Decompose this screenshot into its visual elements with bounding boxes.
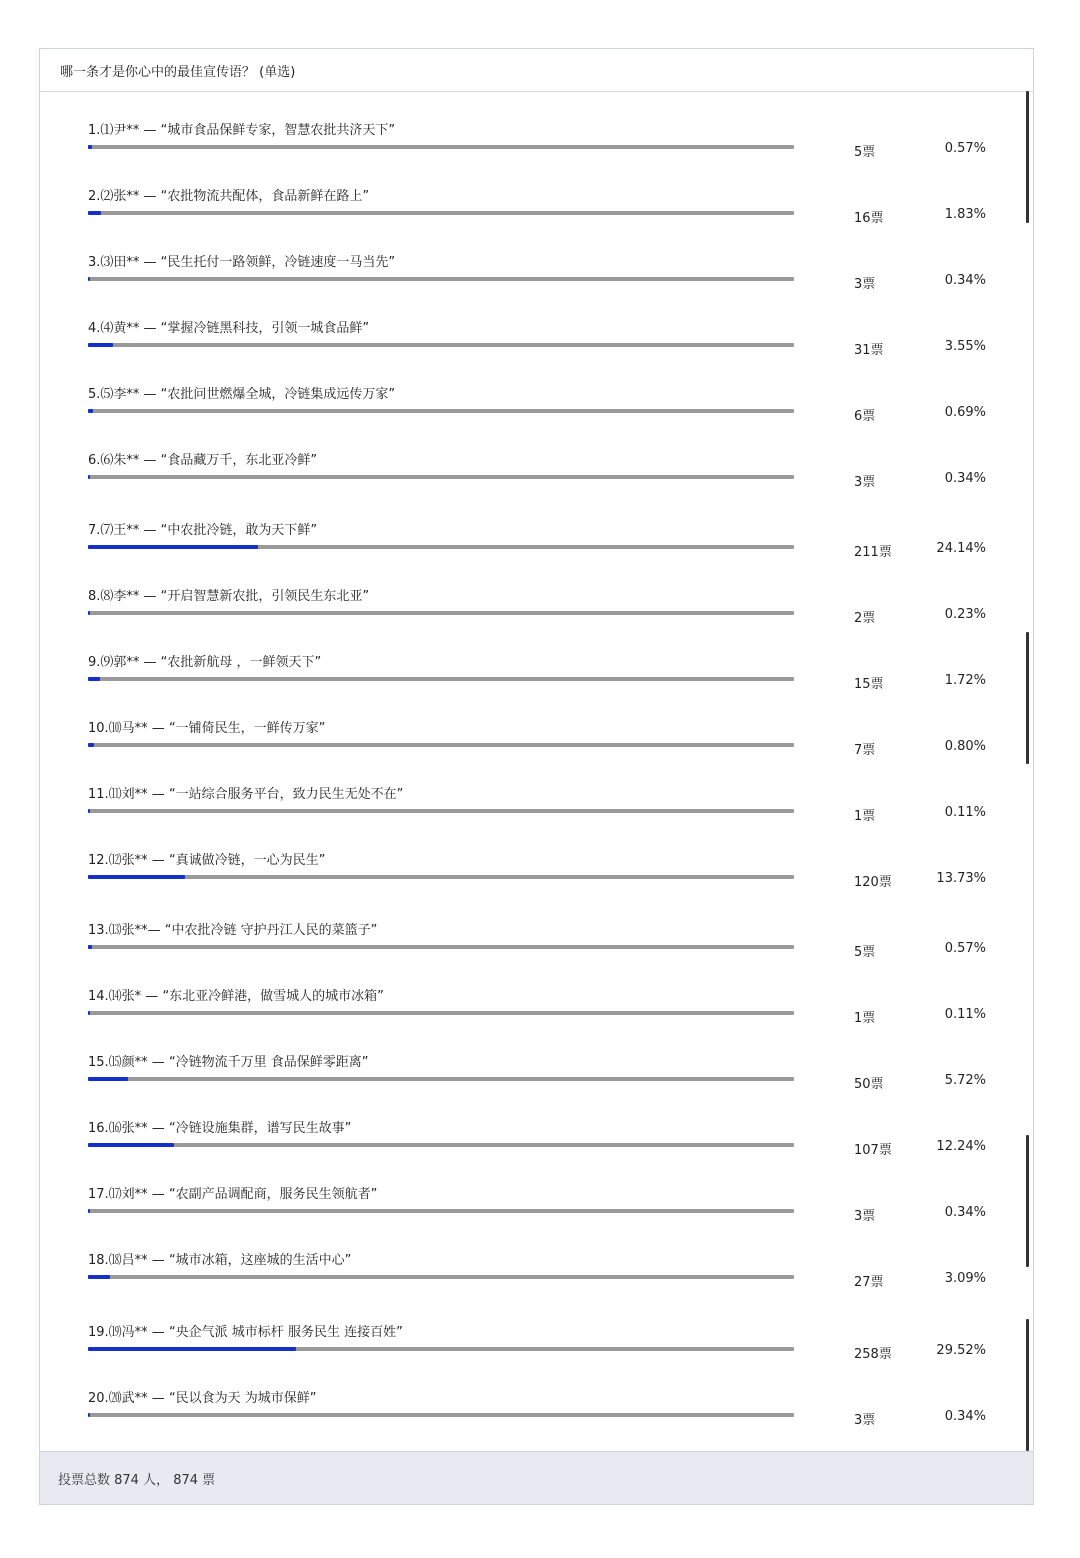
option-label: 19.⒆冯** — “央企气派 城市标杆 服务民生 连接百姓” [88,1325,403,1340]
option-label: 1.⑴尹** — “城市食品保鲜专家，智慧农批共济天下” [88,123,396,138]
result-bar-fill [88,945,92,949]
result-bar-track [88,277,794,281]
vote-count: 6票 [854,409,876,424]
vote-count: 258票 [854,1347,892,1362]
vote-percentage: 0.80% [944,739,986,754]
result-bar-track [88,1143,794,1147]
result-bar-fill [88,1209,90,1213]
vote-count: 2票 [854,611,876,626]
result-bar-track [88,343,794,347]
result-bar-fill [88,475,90,479]
vote-count: 31票 [854,343,884,358]
vote-count: 1票 [854,809,876,824]
vote-percentage: 0.34% [944,1205,986,1220]
vote-count: 3票 [854,1209,876,1224]
option-label: 17.⒄刘** — “农副产品调配商，服务民生领航者” [88,1187,378,1202]
vote-count: 3票 [854,277,876,292]
option-label: 10.⑽马** — “一铺倚民生，一鲜传万家” [88,721,326,736]
scrollbar-thumb[interactable] [1026,1135,1029,1267]
poll-option-row[interactable] [40,717,1033,777]
result-bar-track [88,677,794,681]
option-label: 5.⑸李** — “农批问世燃爆全城，冷链集成远传万家” [88,387,396,402]
vote-count: 120票 [854,875,892,890]
poll-option-row[interactable] [40,519,1033,579]
result-bar-fill [88,611,90,615]
vote-count: 15票 [854,677,884,692]
vote-percentage: 0.23% [944,607,986,622]
poll-option-row[interactable] [40,651,1033,711]
result-bar-track [88,743,794,747]
option-label: 9.⑼郭** — “农批新航母 ，一鲜领天下” [88,655,322,670]
poll-option-row[interactable] [40,449,1033,509]
poll-panel [39,48,1034,1505]
vote-percentage: 0.57% [944,941,986,956]
poll-option-row[interactable] [40,1117,1033,1177]
poll-option-row[interactable] [40,251,1033,311]
vote-count: 1票 [854,1011,876,1026]
vote-count: 5票 [854,945,876,960]
vote-percentage: 13.73% [936,871,986,886]
vote-percentage: 1.83% [944,207,986,222]
result-bar-fill [88,1077,128,1081]
poll-option-row[interactable] [40,119,1033,179]
poll-option-row[interactable] [40,919,1033,979]
result-bar-fill [88,1275,110,1279]
option-label: 2.⑵张** — “农批物流共配体，食品新鲜在路上” [88,189,370,204]
vote-percentage: 0.34% [944,273,986,288]
option-label: 8.⑻李** — “开启智慧新农批，引领民生东北亚” [88,589,370,604]
option-label: 12.⑿张** — “真诚做冷链，一心为民生” [88,853,326,868]
vote-percentage: 5.72% [944,1073,986,1088]
vote-percentage: 0.34% [944,1409,986,1424]
result-bar-track [88,875,794,879]
vote-percentage: 24.14% [936,541,986,556]
poll-option-row[interactable] [40,1249,1033,1309]
option-label: 20.⒇武** — “民以食为天 为城市保鲜” [88,1391,317,1406]
scrollbar-thumb[interactable] [1026,1319,1029,1451]
poll-option-row[interactable] [40,185,1033,245]
vote-count: 50票 [854,1077,884,1092]
vote-percentage: 0.11% [944,805,986,820]
poll-option-row[interactable] [40,849,1033,909]
result-bar-track [88,409,794,413]
result-bar-track [88,145,794,149]
poll-option-row[interactable] [40,1051,1033,1111]
vote-total: 投票总数 874 人， 874 票 [40,1451,1033,1504]
vote-percentage: 12.24% [936,1139,986,1154]
result-bar-fill [88,211,101,215]
vote-percentage: 29.52% [936,1343,986,1358]
result-bar-fill [88,1143,174,1147]
result-bar-track [88,1413,794,1417]
option-label: 15.⒂颜** — “冷链物流千万里 食品保鲜零距离” [88,1055,369,1070]
result-bar-fill [88,343,113,347]
result-bar-fill [88,409,93,413]
result-bar-fill [88,743,94,747]
result-bar-fill [88,277,90,281]
poll-option-row[interactable] [40,1183,1033,1243]
option-list[interactable] [40,91,1033,1452]
vote-percentage: 1.72% [944,673,986,688]
result-bar-fill [88,875,185,879]
poll-option-row[interactable] [40,585,1033,645]
option-label: 14.⒁张* — “东北亚冷鲜港，做雪城人的城市冰箱” [88,989,384,1004]
option-label: 13.⒀张**— “中农批冷链 守护丹江人民的菜篮子” [88,923,378,938]
poll-option-row[interactable] [40,985,1033,1045]
result-bar-track [88,611,794,615]
result-bar-fill [88,145,92,149]
vote-percentage: 0.57% [944,141,986,156]
result-bar-fill [88,545,258,549]
vote-count: 3票 [854,475,876,490]
vote-percentage: 3.09% [944,1271,986,1286]
result-bar-fill [88,1011,90,1015]
vote-count: 16票 [854,211,884,226]
option-label: 7.⑺王** — “中农批冷链，敢为天下鲜” [88,523,318,538]
option-label: 18.⒅吕** — “城市冰箱，这座城的生活中心” [88,1253,352,1268]
result-bar-track [88,1275,794,1279]
poll-option-row[interactable] [40,783,1033,843]
result-bar-track [88,1209,794,1213]
result-bar-track [88,809,794,813]
option-label: 6.⑹朱** — “食品藏万千，东北亚冷鲜” [88,453,318,468]
poll-option-row[interactable] [40,317,1033,377]
result-bar-track [88,1347,794,1351]
option-label: 11.⑾刘** — “一站综合服务平台，致力民生无处不在” [88,787,404,802]
vote-count: 107票 [854,1143,892,1158]
vote-count: 211票 [854,545,892,560]
vote-percentage: 0.11% [944,1007,986,1022]
result-bar-fill [88,1413,90,1417]
result-bar-fill [88,677,100,681]
result-bar-track [88,1077,794,1081]
vote-count: 5票 [854,145,876,160]
question-title: 哪一条才是你心中的最佳宣传语？ (单选) [40,49,1033,92]
result-bar-track [88,211,794,215]
result-bar-fill [88,1347,296,1351]
scrollbar-thumb[interactable] [1026,91,1029,223]
vote-percentage: 3.55% [944,339,986,354]
vote-count: 7票 [854,743,876,758]
result-bar-track [88,545,794,549]
poll-option-row[interactable] [40,1321,1033,1381]
vote-count: 3票 [854,1413,876,1428]
option-label: 4.⑷黄** — “掌握冷链黑科技，引领一城食品鲜” [88,321,370,336]
option-label: 16.⒃张** — “冷链设施集群，谱写民生故事” [88,1121,352,1136]
result-bar-track [88,1011,794,1015]
scrollbar-thumb[interactable] [1026,632,1029,764]
result-bar-fill [88,809,90,813]
result-bar-track [88,475,794,479]
poll-option-row[interactable] [40,1387,1033,1447]
vote-count: 27票 [854,1275,884,1290]
vote-percentage: 0.34% [944,471,986,486]
result-bar-track [88,945,794,949]
poll-option-row[interactable] [40,383,1033,443]
option-label: 3.⑶田** — “民生托付一路领鲜，冷链速度一马当先” [88,255,396,270]
vote-percentage: 0.69% [944,405,986,420]
